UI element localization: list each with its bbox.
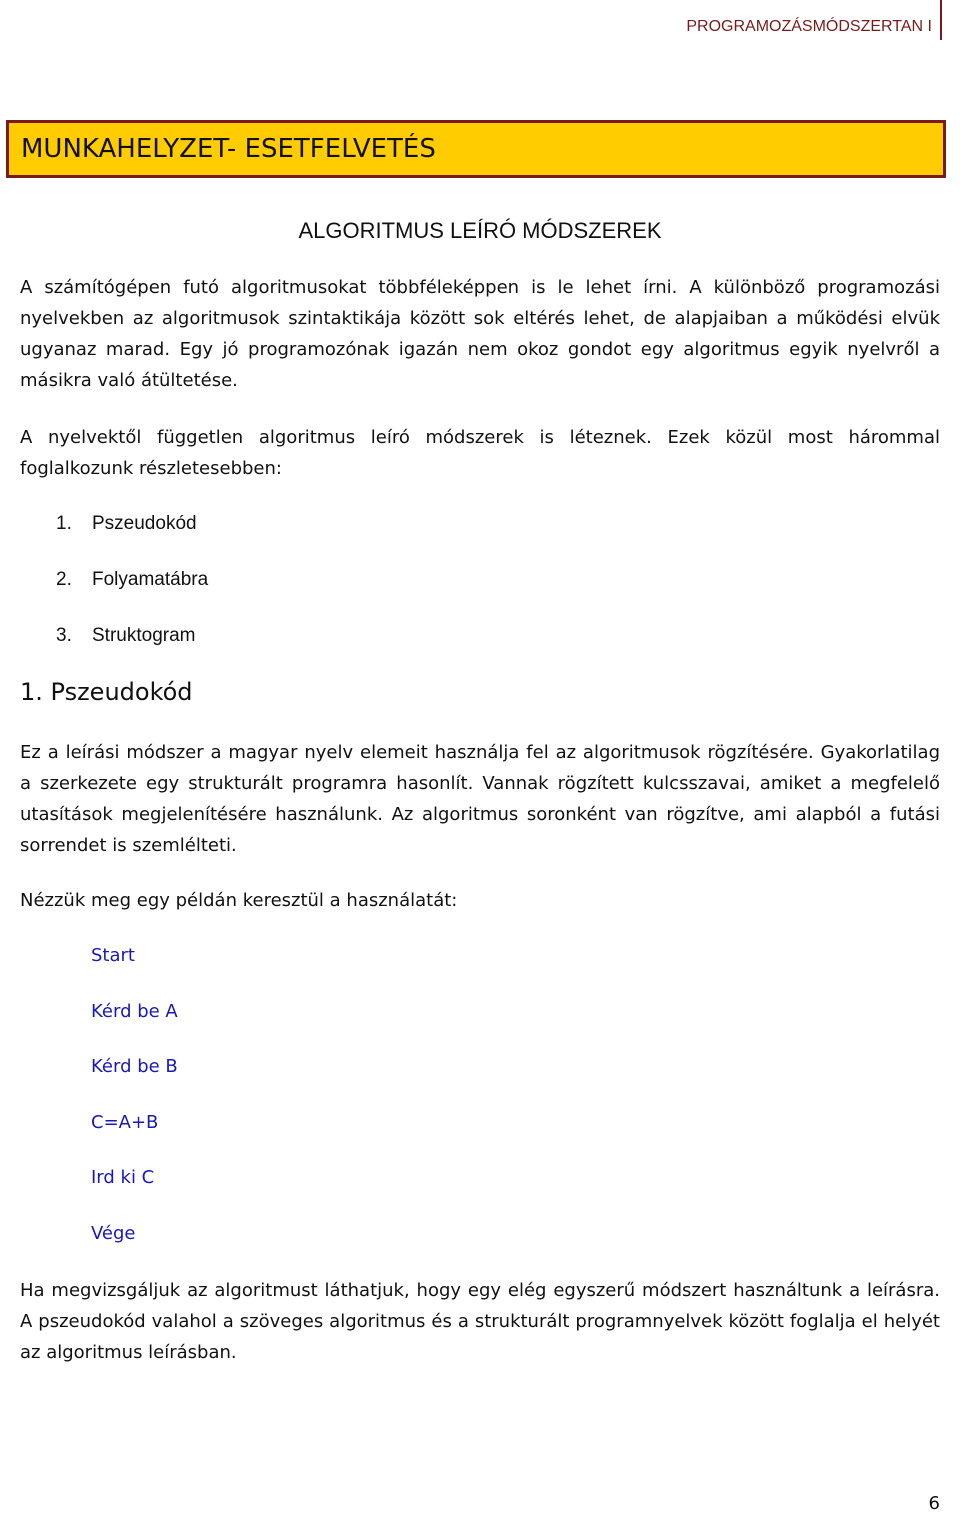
example-intro: Nézzük meg egy példán keresztül a használatát: (20, 890, 458, 911)
section-banner (6, 120, 946, 178)
pseudocode-example (91, 944, 178, 1277)
methods-list (56, 512, 208, 680)
intro-paragraph: A számítógépen futó algoritmusokat többféleképpen is le lehet írni. A különböző programozási nyelvekben az algoritmusok szintaktikája között sok eltérés lehet, de alapjaiban a működési elvük ugyanaz marad. Egy jó programozónak igazán nem okoz gondot egy algoritmus egyik nyelvről a másikra való átültetése. (20, 277, 940, 391)
list-item: 1. Pszeudokód (56, 513, 197, 534)
pseudocode-description: Ez a leírási módszer a magyar nyelv elemeit használja fel az algoritmusok rögzítésére. Gyakorlatilag a szerkezete egy strukturált programra hasonlít. Vannak rögzített kulcsszavai, amiket a megfelelő utasítások megjelenítésére használunk. Az algoritmus soronként van rögzítve, ami alapból a futási sorrendet is szemlélteti. (20, 742, 940, 856)
subheading-pseudocode: 1. Pszeudokód (20, 678, 193, 706)
banner-text: MUNKAHELYZET- ESETFELVETÉS (21, 134, 436, 164)
code-line: Start (91, 945, 135, 966)
code-line: C=A+B (91, 1111, 159, 1133)
list-item: 3. Struktogram (56, 625, 196, 646)
section-title (0, 218, 960, 244)
conclusion-paragraph: Ha megvizsgáljuk az algoritmust láthatjuk, hogy egy elég egyszerű módszert használtunk a leírásra. A pszeudokód valahol a szöveges algoritmus és a strukturált programnyelvek között foglalja el helyét az algoritmus leírásban. (20, 1280, 940, 1363)
code-line: Kérd be A (91, 1000, 178, 1022)
code-line: Vége (91, 1222, 136, 1244)
code-line: Kérd be B (91, 1056, 178, 1077)
section-title-text: ALGORITMUS LEÍRÓ MÓDSZEREK (298, 218, 662, 243)
code-line: Ird ki C (91, 1167, 155, 1188)
running-header: PROGRAMOZÁSMÓDSZERTAN I (686, 18, 942, 36)
list-item: 2. Folyamatábra (56, 569, 209, 590)
page-number: 6 (928, 1493, 940, 1514)
methods-paragraph: A nyelvektől független algoritmus leíró módszerek is léteznek. Ezek közül most hárommal foglalkozunk részletesebben: (20, 427, 940, 479)
